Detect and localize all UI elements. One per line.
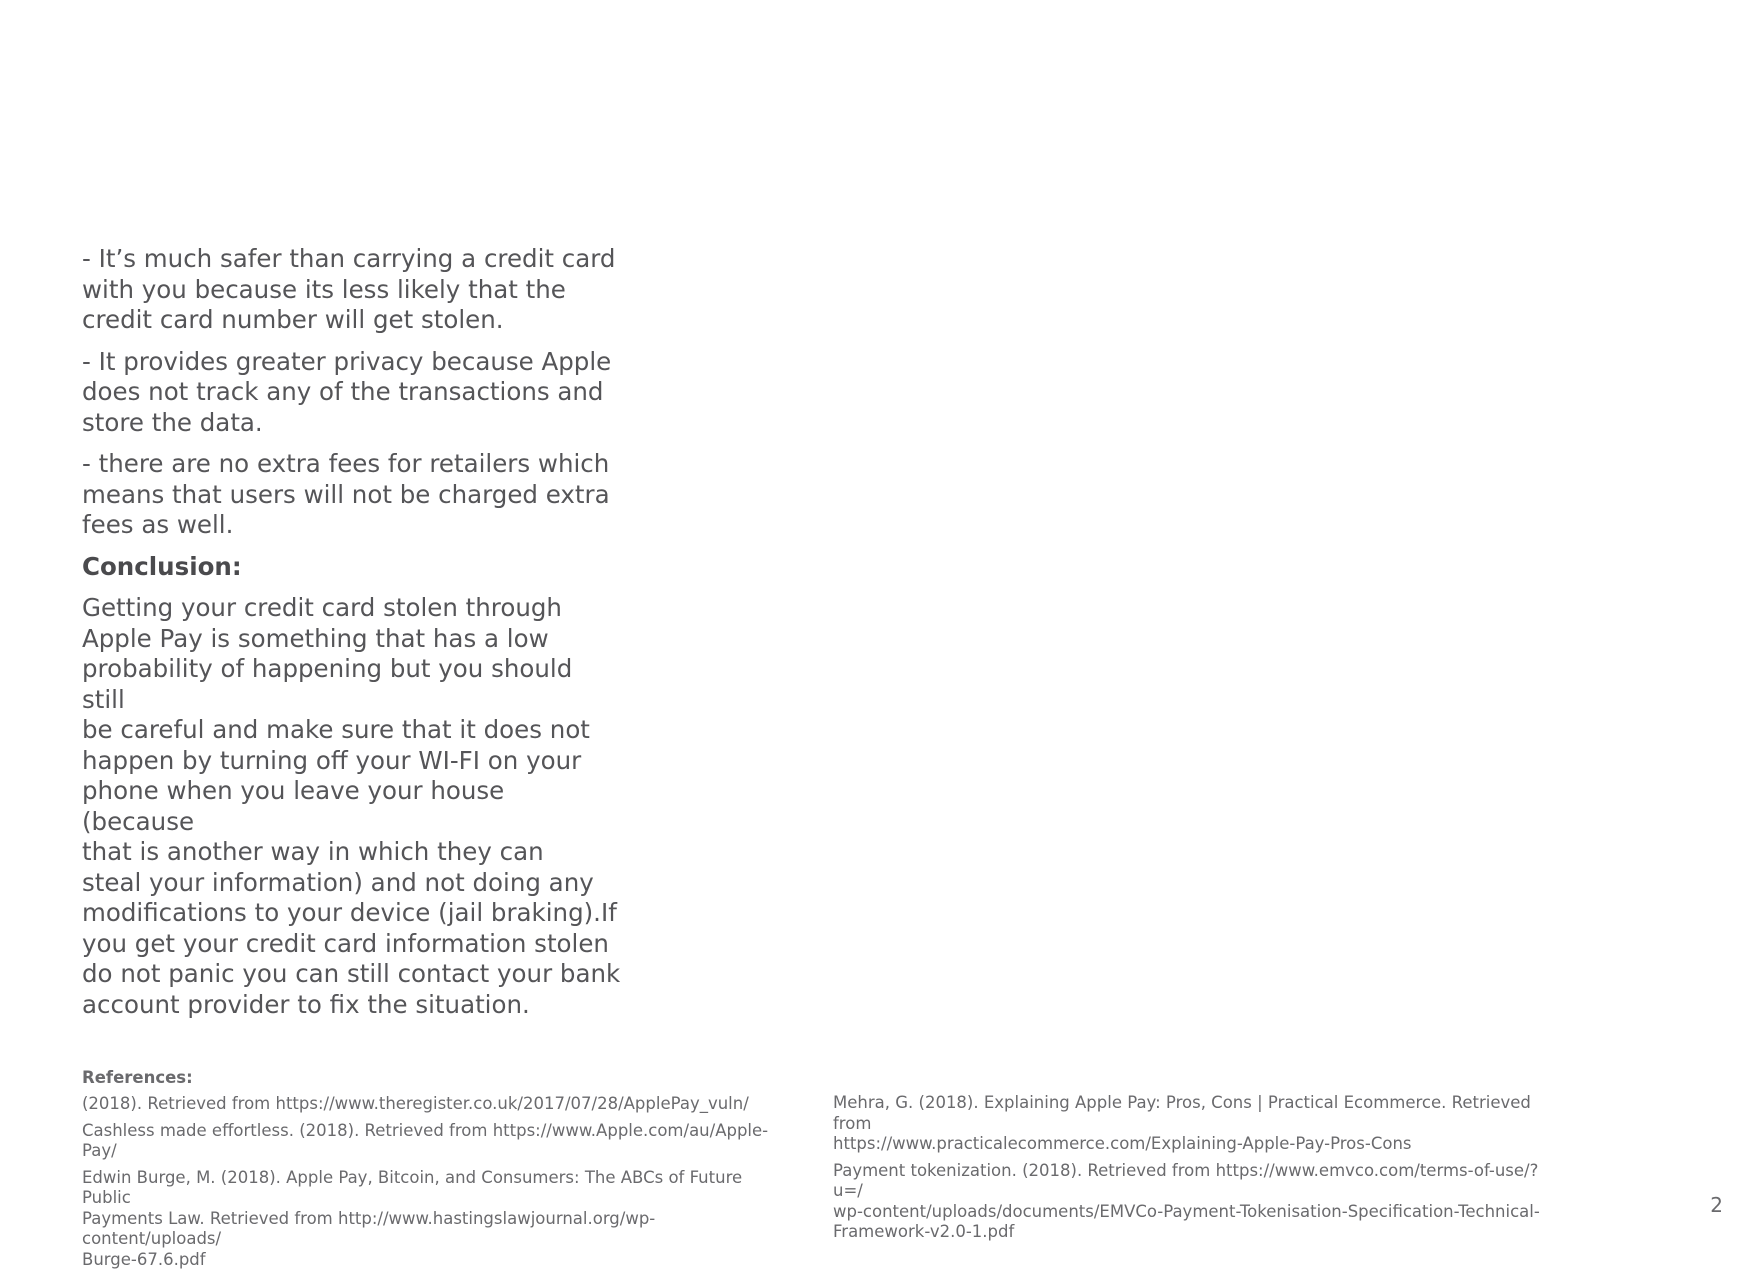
references-right-column — [833, 1093, 1553, 1249]
reference-entry: Cashless made effortless. (2018). Retrieved from https://www.Apple.com/au/Apple-Pay/ — [82, 1120, 769, 1160]
benefit-paragraph: - It’s much safer than carrying a credit card with you because its less likely that the credit card number will get stolen. — [82, 244, 616, 334]
benefit-paragraph: - there are no extra fees for retailers which means that users will not be charged extra fees as well. — [82, 449, 610, 539]
reference-entry: Payment tokenization. (2018). Retrieved from https://www.emvco.com/terms-of-use/?u=/ wp-content/uploads/documents/EMVCo-Payment-Tokenisation-Specification-Technical- Framework-v2.0-1.pdf — [833, 1160, 1540, 1241]
conclusion-heading: Conclusion: — [82, 551, 242, 581]
page-number: 2 — [1710, 1193, 1723, 1217]
reference-entry: Mehra, G. (2018). Explaining Apple Pay: Pros, Cons | Practical Ecommerce. Retrieved from https://www.practicalecommerce.com/Explaining-Apple-Pay-Pros-Cons — [833, 1093, 1531, 1153]
reference-entry: (2018). Retrieved from https://www.theregister.co.uk/2017/07/28/ApplePay_vuln/ — [82, 1094, 749, 1113]
reference-entry: Edwin Burge, M. (2018). Apple Pay, Bitcoin, and Consumers: The ABCs of Future Public Payments Law. Retrieved from http://www.hastingslawjournal.org/wp-content/uploads/ Burge-67.6.pdf — [82, 1167, 743, 1269]
references-left-column — [82, 1094, 782, 1276]
conclusion-paragraph: Getting your credit card stolen through Apple Pay is something that has a low probability of happening but you should still be careful and make sure that it does not happen by turning off your WI-FI on your phone when you leave your house (because that is another way in which they can steal your information) and not doing any modifications to your device (jail braking).If you get your credit card information stolen do not panic you can still contact your bank account provider to fix the situation. — [82, 593, 621, 1019]
references-heading: References: — [82, 1068, 193, 1087]
main-text-column — [82, 244, 622, 1031]
benefit-paragraph: - It provides greater privacy because Apple does not track any of the transactions and store the data. — [82, 346, 612, 437]
